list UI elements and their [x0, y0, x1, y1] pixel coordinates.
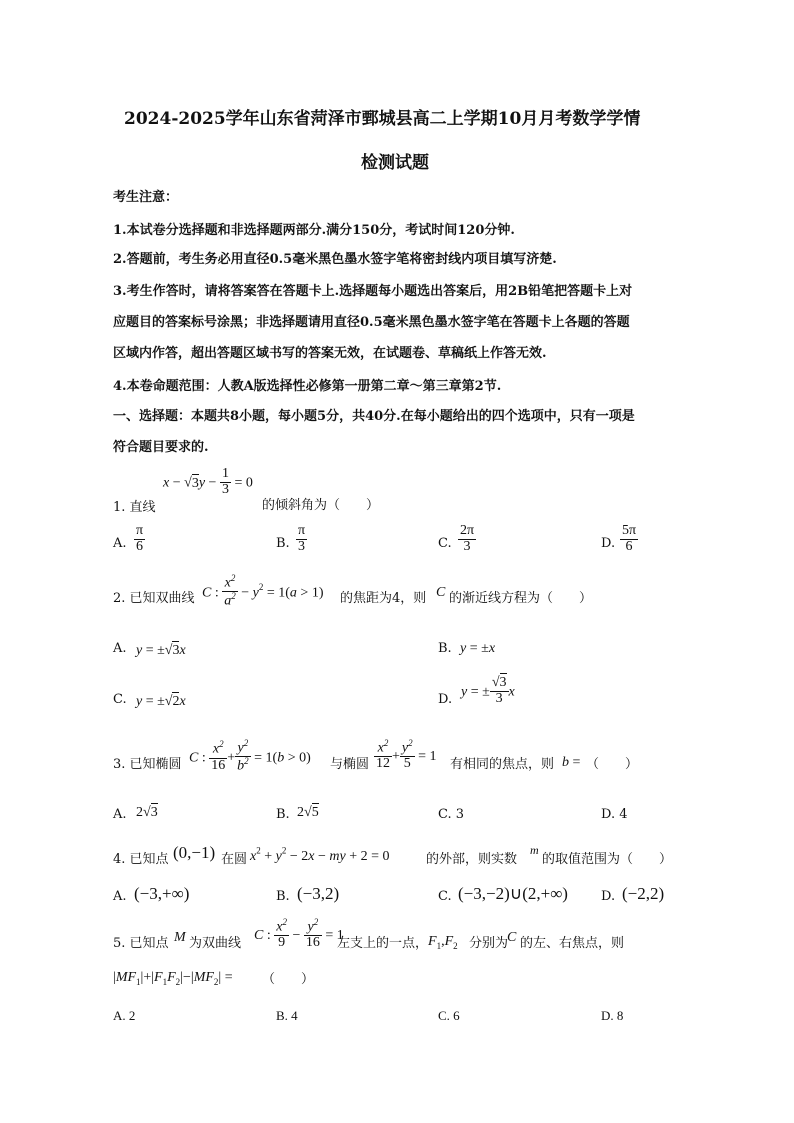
notice-item-2: 2.答题前，考生务必用直径0.5毫米黑色墨水签字笔将密封线内项目填写济楚. — [113, 252, 557, 267]
q4-option-c: (−3,−2)∪(2,+∞) — [458, 884, 568, 903]
q5-option-c: C. 6 — [438, 1008, 460, 1023]
q4-tail: 的外部，则实数 — [426, 852, 518, 867]
notice-item-1: 1.本试卷分选择题和非选择题两部分.满分150分，考试时间120分钟. — [113, 223, 515, 238]
q2-equation: C : $\frac{x^2}{a^2}$ − $y^2 = 1(a > 1)$ — [202, 573, 324, 609]
notice-item-4: 4.本卷命题范围：人教A版选择性必修第一册第二章～第三章第2节. — [113, 379, 502, 394]
q2-var-c: C — [436, 585, 446, 600]
q1-option-a-label: A. — [113, 536, 127, 551]
q2-option-b: y = ±x — [460, 641, 496, 656]
q2-option-c: y = ±√2x — [136, 694, 186, 709]
q2-option-c-label: C. — [113, 692, 127, 707]
q1-equation: x − √3y − $\frac{1}{3}$ = 0 — [163, 466, 253, 497]
notice-item-3c: 区域内作答，超出答题区域书写的答案无效，在试题卷、草稿纸上作答无效. — [113, 346, 547, 361]
q3-mid: 与椭圆 — [330, 757, 370, 772]
q5-var-m: M — [174, 930, 186, 945]
q3-option-b: 2√5 — [297, 805, 319, 820]
q5-line2-tail: （ ） — [262, 972, 315, 987]
q3-equation-2: $\frac{x^2}{12}$ + $\frac{y^2}{5}$ = 1 — [376, 738, 437, 772]
q4-option-b-label: B. — [276, 889, 290, 904]
q2-option-a-label: A. — [113, 641, 127, 656]
q3-tail: 有相同的焦点，则 — [450, 757, 555, 772]
q2-option-d: y = ± $\frac{√3}{3}$ x — [461, 675, 515, 706]
q3-option-a: 2√3 — [136, 805, 158, 820]
title-line-1: 2024-2025学年山东省菏泽市鄄城县高二上学期10月月考数学学情 — [124, 109, 641, 129]
section-heading-2: 符合题目要求的. — [113, 440, 209, 455]
q1-tail: 的倾斜角为（ ） — [262, 498, 380, 513]
q5-option-a: A. 2 — [113, 1008, 136, 1023]
q1-stem: 1. 直线 — [113, 500, 156, 515]
q4-point: (0,−1) — [173, 843, 216, 862]
q3-option-c: C. 3 — [438, 807, 465, 822]
q2-stem: 2. 已知双曲线 — [113, 591, 195, 606]
section-heading-1: 一、选择题：本题共8小题，每小题5分，共40分.在每小题给出的四个选项中，只有一项是 — [113, 409, 635, 424]
q1-option-c: $\frac{2\pi}{3}$ — [460, 523, 475, 554]
q4-option-b: (−3,2) — [297, 884, 340, 903]
q2-option-b-label: B. — [438, 641, 452, 656]
title-line-2: 检测试题 — [361, 153, 429, 173]
q2-option-d-label: D. — [438, 692, 453, 707]
q5-stem: 5. 已知点 — [113, 936, 169, 951]
notice-heading: 考生注意： — [113, 190, 179, 205]
q5-option-b: B. 4 — [276, 1008, 298, 1023]
q2-option-a: y = ±√3x — [136, 643, 186, 658]
q4-circle-equation: $x^2 + y^2 - 2x$ − my + 2 = 0 — [250, 845, 390, 864]
q4-option-d-label: D. — [601, 889, 616, 904]
q5-mid: 为双曲线 — [189, 936, 242, 951]
q5-tail-2: 分别为 — [469, 936, 509, 951]
q4-option-a-label: A. — [113, 889, 127, 904]
q3-stem: 3. 已知椭圆 — [113, 757, 182, 772]
q1-option-a: $\frac{\pi}{6}$ — [136, 523, 144, 554]
q5-foci: $F_1,F_2$ — [428, 934, 458, 952]
q3-option-b-label: B. — [276, 807, 290, 822]
q5-option-d: D. 8 — [601, 1008, 624, 1023]
q5-tail: 左支上的一点， — [337, 936, 429, 951]
q5-var-c: C — [507, 930, 517, 945]
q3-option-d: D. 4 — [601, 807, 628, 822]
q1-option-b: $\frac{\pi}{3}$ — [298, 523, 306, 554]
q4-stem: 4. 已知点 — [113, 852, 169, 867]
q4-option-a: (−3,+∞) — [134, 884, 190, 903]
q4-var-m: m — [530, 843, 539, 857]
q3-var-b: b = — [562, 755, 581, 770]
q2-tail: 的渐近线方程为（ ） — [449, 591, 593, 606]
q4-tail-2: 的取值范围为（ ） — [542, 852, 673, 867]
q3-option-a-label: A. — [113, 807, 127, 822]
q1-option-d-label: D. — [601, 536, 616, 551]
q2-mid: 的焦距为4，则 — [340, 591, 427, 606]
q1-option-b-label: B. — [276, 536, 290, 551]
notice-item-3a: 3.考生作答时，请将答案答在答题卡上.选择题每小题选出答案后，用2B铅笔把答题卡上对 — [113, 284, 633, 299]
q5-equation: C : $\frac{x^2}{9}$ − $\frac{y^2}{16}$ = 1 — [254, 917, 344, 951]
q4-option-d: (−2,2) — [622, 884, 665, 903]
q3-tail-2: （ ） — [586, 757, 639, 772]
q4-option-c-label: C. — [438, 889, 452, 904]
q5-expression: $|MF_1|+|F_1F_2|-|MF_2|$ = — [113, 970, 233, 988]
q1-option-d: $\frac{5\pi}{6}$ — [622, 523, 637, 554]
q4-mid: 在圆 — [221, 852, 248, 867]
notice-item-3b: 应题目的答案标号涂黑；非选择题请用直径0.5毫米黑色墨水签字笔在答题卡上各题的答题 — [113, 315, 630, 330]
q3-equation-1: C : $\frac{x^2}{16}$ + $\frac{y^2}{b^2}$ = 1(b > 0) — [189, 738, 311, 774]
q1-option-c-label: C. — [438, 536, 452, 551]
q5-tail-3: 的左、右焦点，则 — [520, 936, 625, 951]
